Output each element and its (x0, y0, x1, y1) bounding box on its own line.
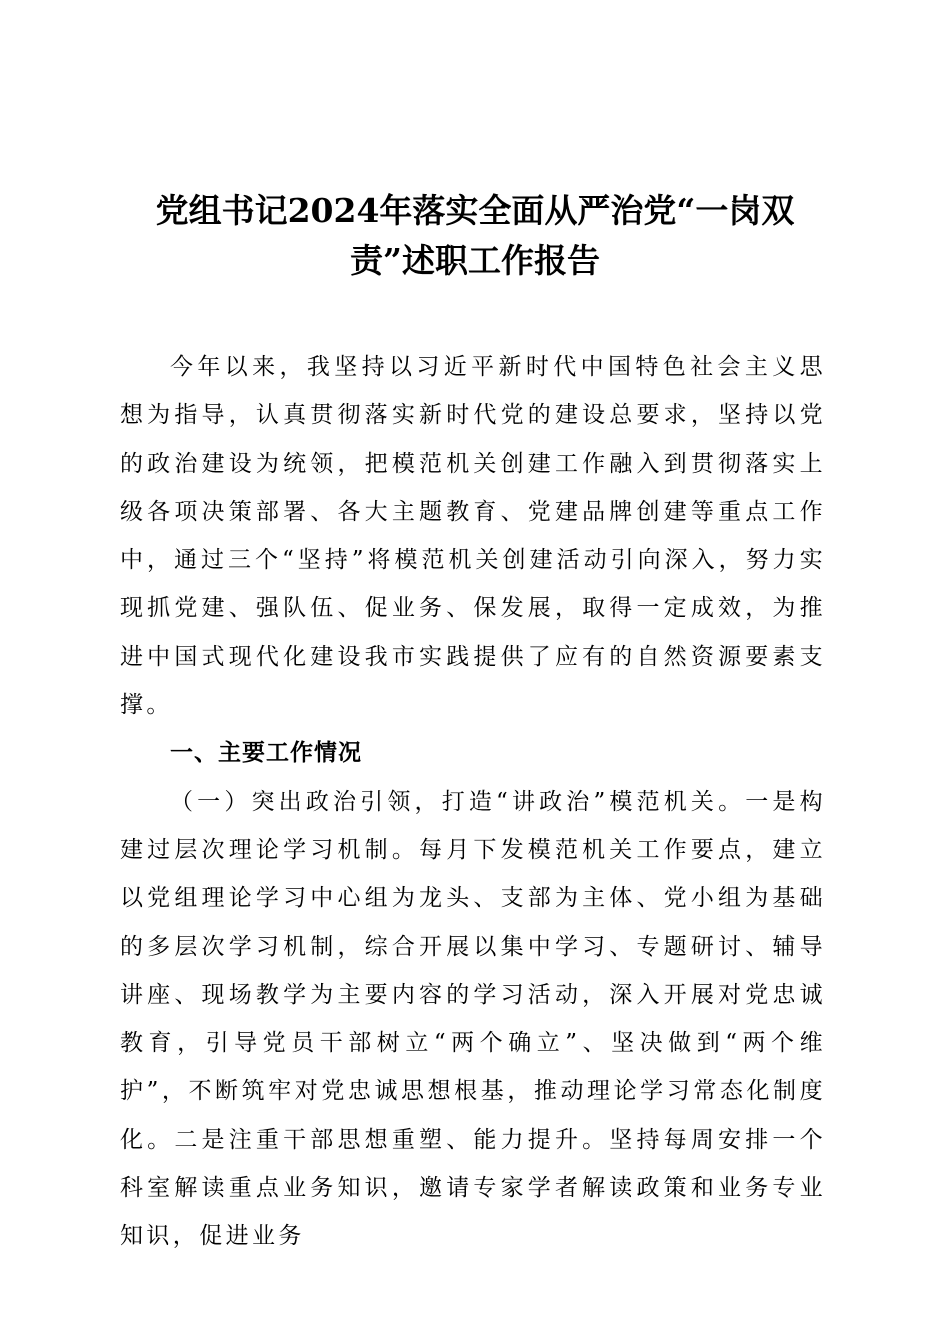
intro-paragraph: 今年以来，我坚持以习近平新时代中国特色社会主义思想为指导，认真贯彻落实新时代党的建设总要求，坚持以党的政治建设为统领，把模范机关创建工作融入到贯彻落实上级各项决策部署、各大主题教育、党建品牌创建等重点工作中，通过三个“坚持”将模范机关创建活动引向深入，努力实现抓党建、强队伍、促业务、保发展，取得一定成效，为推进中国式现代化建设我市实践提供了应有的自然资源要素支撑。 (120, 354, 826, 719)
title-line-2: 责”述职工作报告 (350, 241, 600, 280)
document-title (120, 186, 830, 286)
title-line-1: 党组书记2024年落实全面从严治党“一岗双 (155, 191, 795, 230)
section-heading-main-work: 一、主要工作情况 (170, 740, 362, 767)
document-body (120, 343, 826, 1261)
section-paragraph-political-leadership: （一）突出政治引领，打造“讲政治”模范机关。一是构建过层次理论学习机制。每月下发模范机关工作要点，建立以党组理论学习中心组为龙头、支部为主体、党小组为基础的多层次学习机制，综合开展以集中学习、专题研讨、辅导讲座、现场教学为主要内容的学习活动，深入开展对党忠诚教育，引导党员干部树立“两个确立”、坚决做到“两个维护”，不断筑牢对党忠诚思想根基，推动理论学习常态化制度化。二是注重干部思想重塑、能力提升。坚持每周安排一个科室解读重点业务知识，邀请专家学者解读政策和业务专业知识，促进业务 (120, 788, 826, 1250)
